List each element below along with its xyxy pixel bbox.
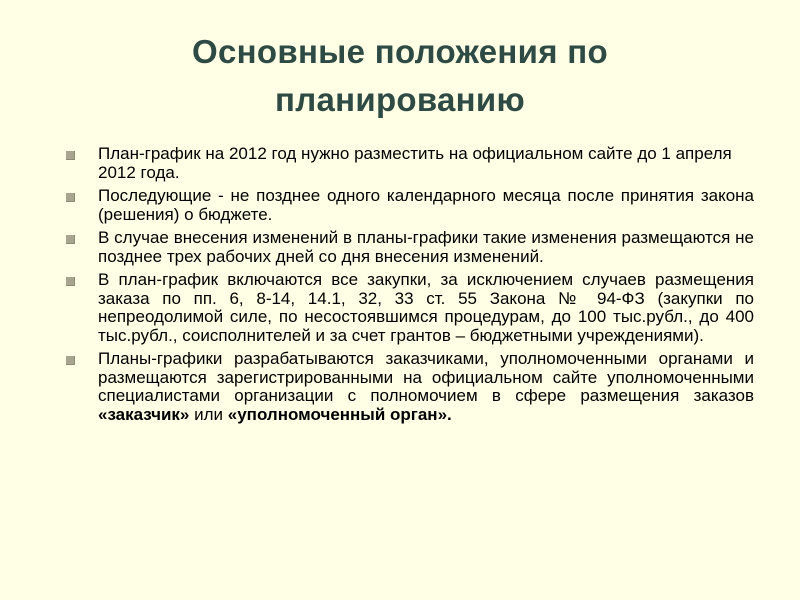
square-bullet-icon bbox=[66, 356, 75, 365]
bullet-text-4: В план-график включаются все закупки, за исключением случаев размещения заказа по пп. 6, 8-14, 14.1, 32, 33 ст. 55 Закона № 94-ФЗ (закупки по непреодолимой силе, по несостоявшимся процедурам, до 100 тыс.рубл., до 400 тыс.рубл., соисполнителей и за счет грантов – бюджетными учреждениями). bbox=[98, 270, 754, 345]
bold-term-upolnomochenny-organ: «уполномоченный орган» bbox=[227, 404, 448, 424]
bullet-item-2 bbox=[64, 187, 754, 224]
slide-title bbox=[60, 28, 740, 124]
bullet-item-4 bbox=[64, 271, 754, 345]
bullet-text-3: В случае внесения изменений в планы-графики такие изменения размещаются не позднее трех рабочих дней со дня внесения изменений. bbox=[98, 228, 754, 266]
square-bullet-icon bbox=[66, 193, 75, 202]
bullet-text-5-middle: или bbox=[189, 404, 228, 424]
square-bullet-icon bbox=[66, 235, 75, 244]
title-line-2: планированию bbox=[275, 81, 525, 118]
bullet-item-3 bbox=[64, 229, 754, 266]
square-bullet-icon bbox=[66, 151, 75, 160]
bullet-item-5 bbox=[64, 350, 754, 424]
bullet-text-5-end: . bbox=[447, 404, 452, 424]
title-line-1: Основные положения по bbox=[192, 33, 608, 70]
bullet-list bbox=[64, 145, 754, 429]
bullet-text-2: Последующие - не позднее одного календарного месяца после принятия закона (решения) о бюджете. bbox=[98, 186, 754, 224]
bullet-item-1 bbox=[64, 145, 754, 182]
bullet-text-1: План-график на 2012 год нужно разместить на официальном сайте до 1 апреля 2012 года. bbox=[98, 144, 732, 182]
bullet-text-5-start: Планы-графики разрабатываются заказчиками, уполномоченными органами и размещаются зарегистрированными на официальном сайте уполномоченными специалистами организации с полномочием в сфере размещения заказов bbox=[98, 349, 754, 405]
square-bullet-icon bbox=[66, 277, 75, 286]
bold-term-zakazchik: «заказчик» bbox=[98, 404, 190, 424]
